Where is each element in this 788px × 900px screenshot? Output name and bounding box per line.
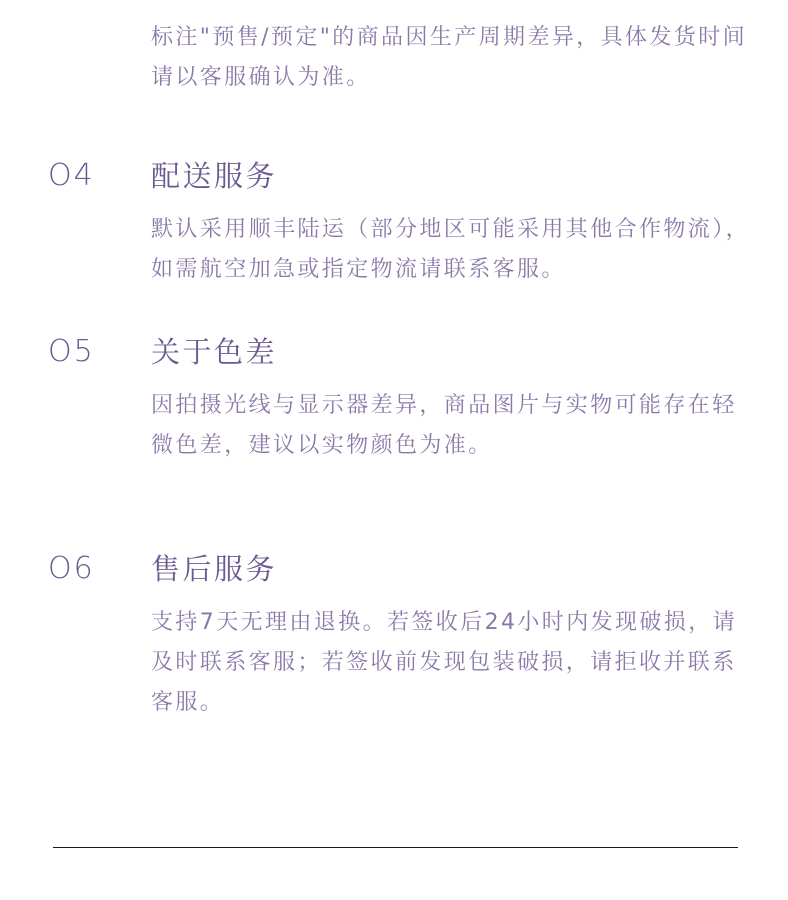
section-text: 支持7天无理由退换。若签收后24小时内发现破损，请及时联系客服；若签收前发现包装破损，请拒收并联系客服。 bbox=[151, 610, 737, 715]
section-number: O5 bbox=[48, 334, 95, 369]
section-title: 配送服务 bbox=[151, 159, 278, 193]
section-number: O4 bbox=[48, 158, 95, 193]
section-title: 售后服务 bbox=[151, 552, 278, 586]
section-title: 关于色差 bbox=[151, 335, 278, 369]
section-number: O6 bbox=[48, 551, 95, 586]
bottom-divider bbox=[53, 847, 738, 848]
presale-notice-text: 标注"预售/预定"的商品因生产周期差异，具体发货时间请以客服确认为准。 bbox=[151, 25, 748, 90]
section-text: 因拍摄光线与显示器差异，商品图片与实物可能存在轻微色差，建议以实物颜色为准。 bbox=[151, 393, 737, 458]
section-text: 默认采用顺丰陆运（部分地区可能采用其他合作物流），如需航空加急或指定物流请联系客服。 bbox=[151, 217, 751, 282]
